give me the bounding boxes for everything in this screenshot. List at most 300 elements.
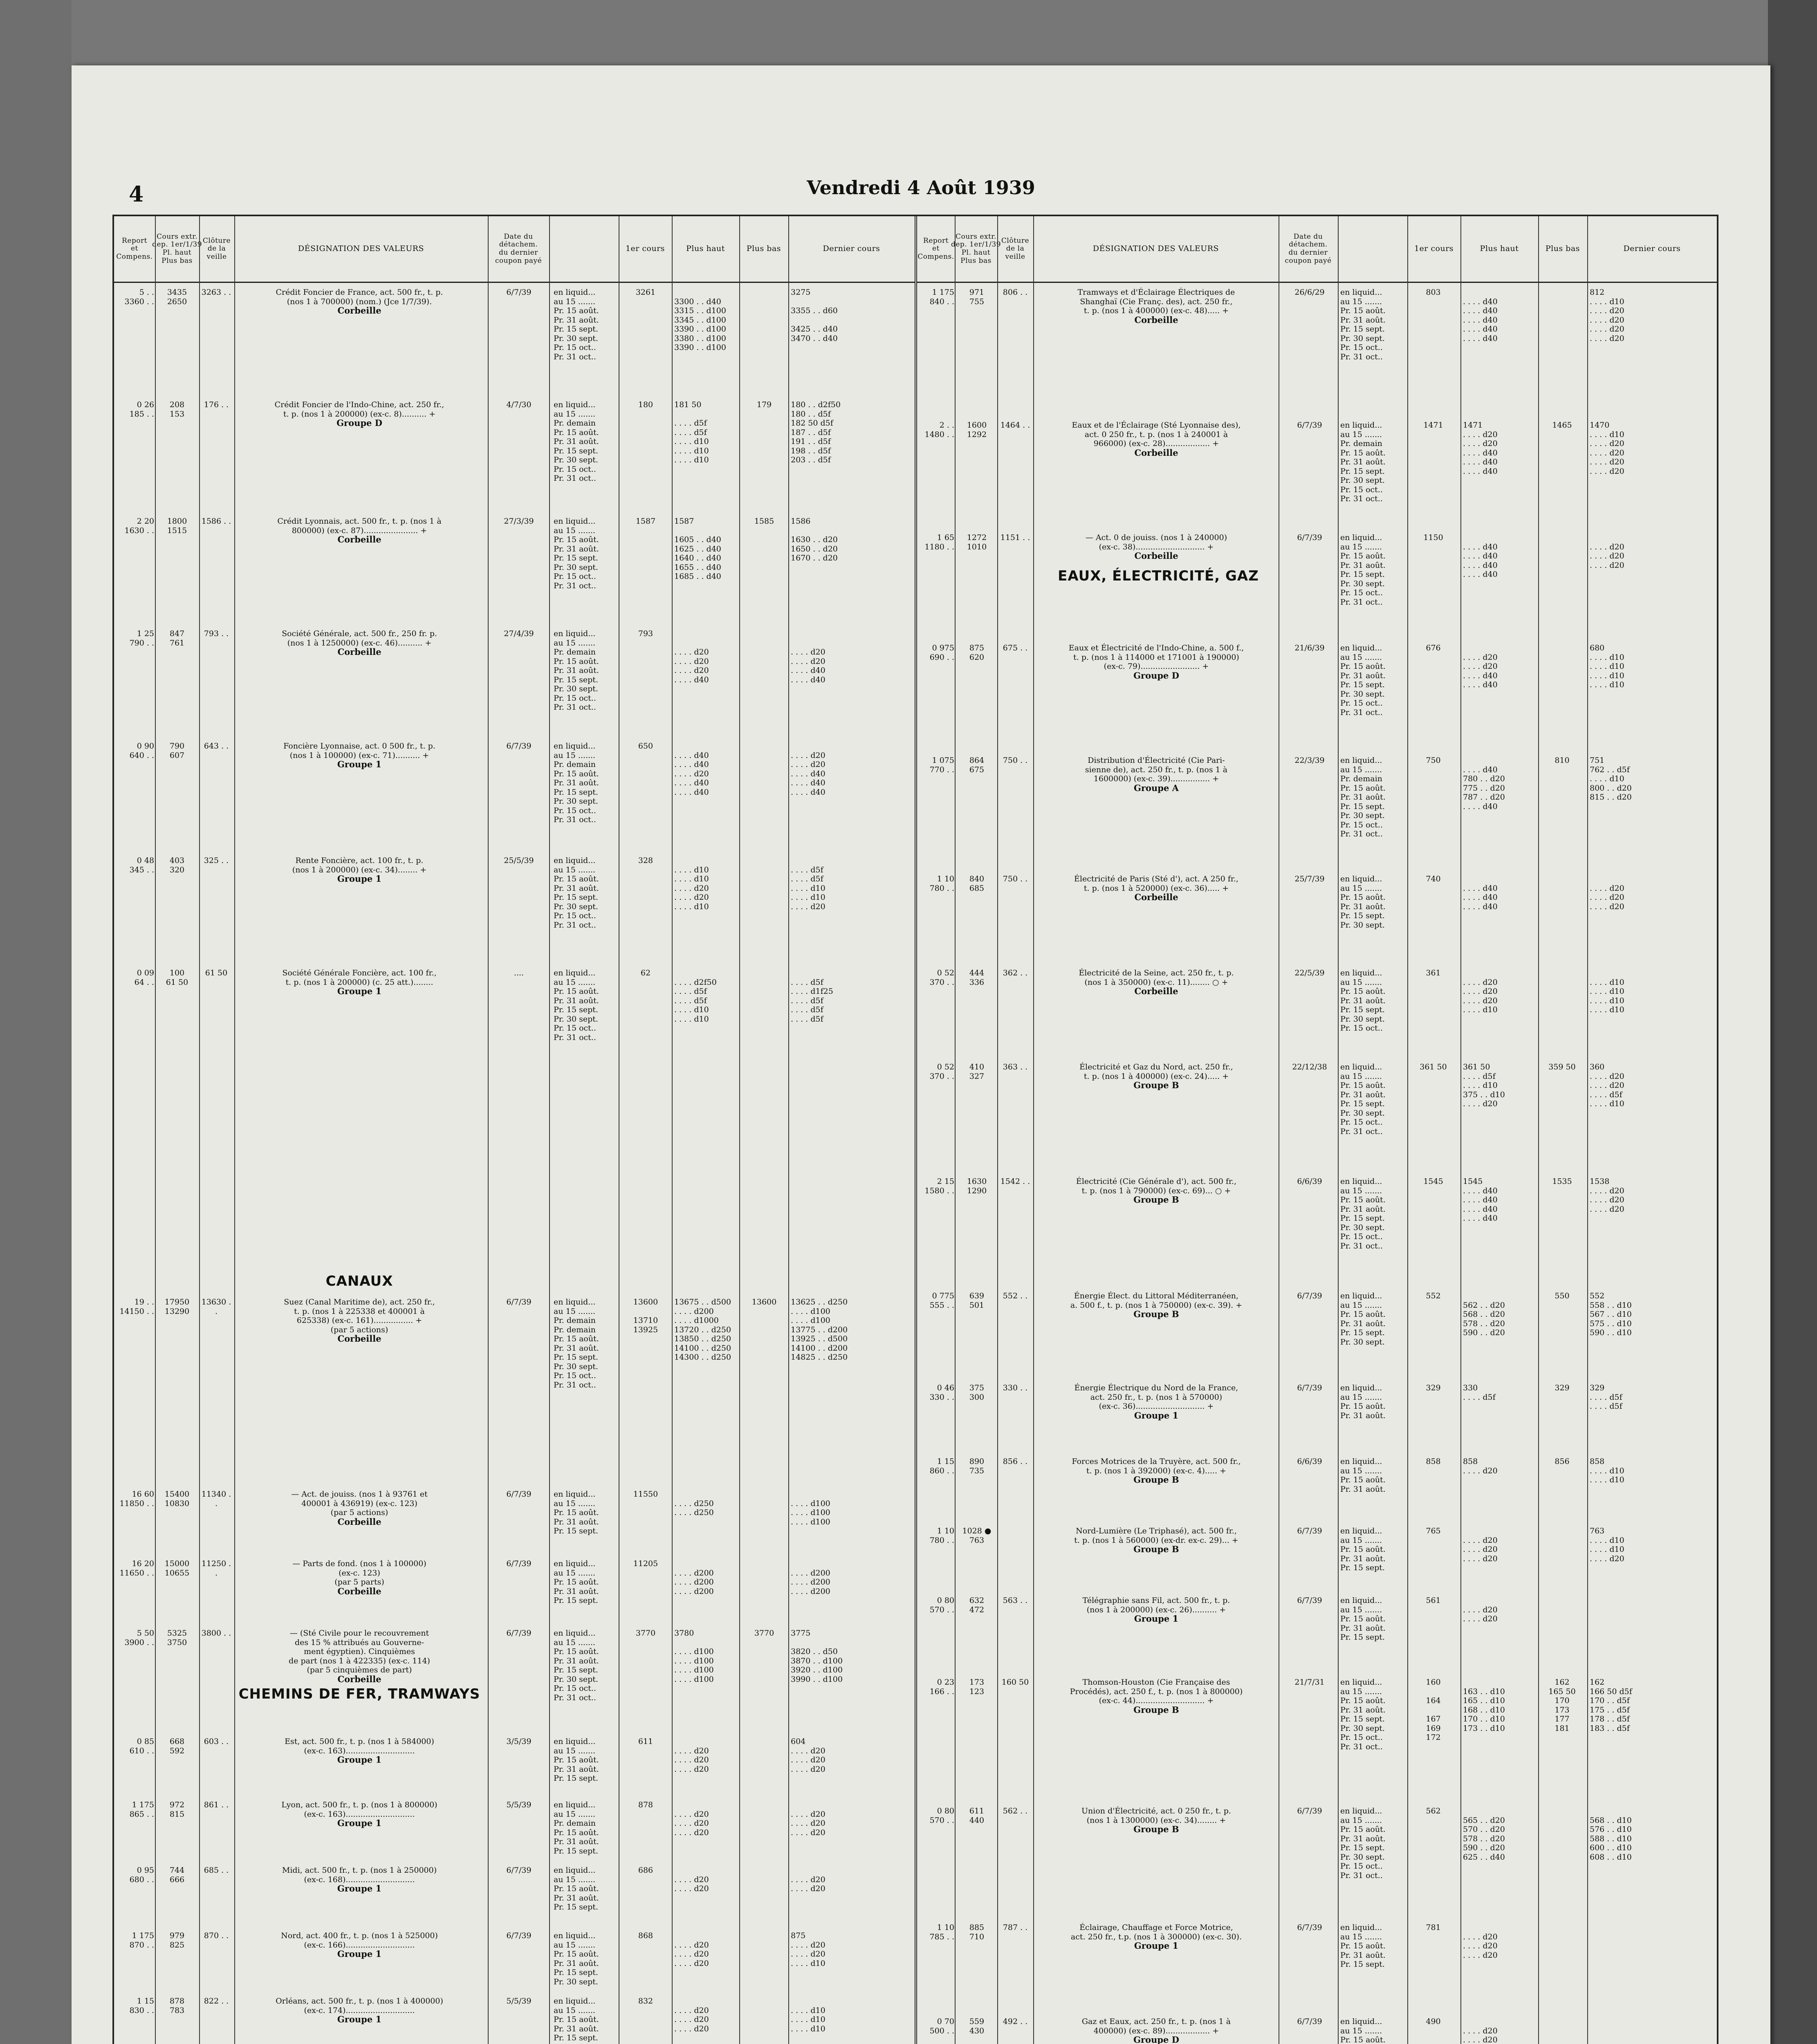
report-value: 14150 . .	[119, 1307, 154, 1316]
high-value: . . . . d10	[1463, 1005, 1498, 1014]
cloture-cell: 3800 . .	[201, 1629, 231, 1638]
designation-line: Eaux et Électricité de l'Indo-Chine, a. 500 f.,	[1068, 643, 1244, 652]
first-cours-cell	[1408, 1923, 1459, 1932]
extreme-cours-cell	[956, 1062, 997, 1081]
first-cours-cell	[1408, 1806, 1459, 1816]
designation-line: (nos 1 à 200000) (ex-c. 26).......... +	[1086, 1605, 1226, 1614]
cloture-cell: 176 . .	[204, 400, 229, 409]
column-header-line: détachem.	[1289, 240, 1328, 249]
coupon-date: 6/7/39	[1297, 1806, 1322, 1815]
first-cours-cell	[1408, 643, 1459, 653]
last-cours-cell	[1590, 1457, 1680, 1485]
security-designation	[239, 1866, 480, 1894]
high-value: . . . . d40	[1463, 448, 1498, 457]
cloture-cell: 822 . .	[204, 1997, 229, 2006]
coupon-date: ....	[514, 968, 524, 977]
first-cours-value: 3261	[635, 288, 656, 297]
report-value: 3360 . .	[124, 297, 154, 306]
extreme-value: 875	[969, 643, 985, 652]
low-value: 3770	[754, 1629, 774, 1638]
term-label: Pr. 15 sept.	[1340, 1843, 1385, 1852]
high-cell	[1463, 1526, 1537, 1563]
high-value	[674, 410, 738, 419]
extreme-value: 1290	[967, 1186, 987, 1195]
last-cours-value: . . . . d10	[791, 883, 826, 893]
high-value	[674, 288, 738, 297]
report-cell	[117, 1800, 154, 1819]
last-cours-value: 329	[1590, 1383, 1605, 1392]
low-cell	[1539, 421, 1586, 430]
designation-line: Électricité et Gaz du Nord, act. 250 fr.,	[1079, 1062, 1233, 1071]
extreme-cours-cell	[956, 288, 997, 306]
designation-line: Crédit Foncier de France, act. 500 fr., t. p.	[276, 288, 443, 297]
cloture-cell: 492 . .	[1003, 2017, 1028, 2026]
term-label: en liquid...	[1340, 1062, 1382, 1071]
report-value: 19 . .	[134, 1298, 154, 1307]
last-cours-value: . . . . d20	[1590, 457, 1624, 466]
section-heading: CHEMINS DE FER, TRAMWAYS	[238, 1686, 480, 1702]
designation-line: Nord, act. 400 fr., t. p. (nos 1 à 525000)	[281, 1931, 438, 1940]
term-label: Pr. 15 sept.	[1340, 680, 1385, 689]
term-label: Pr. 31 oct..	[554, 1033, 596, 1042]
group-label: Groupe 1	[337, 2014, 382, 2024]
column-rule	[1407, 216, 1461, 2044]
high-value: . . . . d40	[1463, 560, 1498, 570]
settlement-terms	[1340, 1457, 1406, 1494]
designation-line: (ex-c. 163)............................	[304, 1746, 415, 1755]
first-cours-cell	[621, 1997, 670, 2006]
report-value: 5 . .	[139, 288, 154, 297]
report-value: 11850 . .	[119, 1499, 154, 1508]
term-label: Pr. 31 août.	[1340, 1623, 1386, 1633]
term-label: Pr. 15 août.	[1340, 1475, 1386, 1484]
settlement-terms	[1340, 1526, 1406, 1573]
last-cours-value: . . . . d20	[1590, 1204, 1624, 1214]
security-designation	[1036, 421, 1277, 457]
last-cours-value: . . . . d10	[1590, 987, 1624, 996]
last-cours-value: 567 . . d10	[1590, 1310, 1632, 1319]
term-label: Pr. demain	[1340, 774, 1382, 783]
term-label: au 15 .......	[1340, 883, 1382, 893]
high-value	[674, 1638, 738, 1647]
high-cell	[1463, 1062, 1537, 1109]
report-value: 0 26	[137, 400, 154, 409]
extreme-value: 15400	[164, 1490, 190, 1499]
term-label: Pr. 30 sept.	[1340, 1108, 1385, 1118]
high-value: . . . . d40	[1463, 802, 1498, 811]
extreme-cours-cell	[956, 643, 997, 662]
term-label: en liquid...	[554, 1800, 596, 1809]
designation-line: 966000) (ex-c. 28).................. +	[1093, 439, 1219, 448]
extreme-value: 607	[169, 751, 185, 760]
term-label: Pr. 30 sept.	[554, 1362, 598, 1371]
group-label: Corbeille	[337, 305, 381, 316]
term-label: Pr. 15 août.	[554, 874, 599, 883]
high-value: . . . . d5f	[674, 996, 707, 1005]
first-cours-value: 490	[1426, 2017, 1441, 2026]
coupon-date: 6/7/39	[506, 288, 532, 297]
security-designation	[1036, 756, 1277, 793]
high-value: . . . . d250	[674, 1499, 714, 1508]
newspaper-page	[72, 65, 1770, 2044]
extreme-cours-cell	[956, 1923, 997, 1941]
first-cours-cell	[1408, 1526, 1459, 1536]
last-cours-cell	[1590, 874, 1680, 911]
column-rule	[1538, 216, 1588, 2044]
security-designation	[1036, 1177, 1277, 1205]
term-label: en liquid...	[554, 1490, 596, 1499]
high-value: 13850 . . d250	[674, 1334, 731, 1343]
last-cours-value: . . . . d10	[791, 2024, 826, 2033]
term-label: Pr. 30 sept.	[554, 1674, 598, 1684]
group-label: Groupe A	[1134, 782, 1179, 793]
first-cours-value: 361	[1426, 968, 1441, 977]
term-label: Pr. 30 sept.	[1340, 334, 1385, 343]
high-value: . . . . d100	[674, 1647, 714, 1656]
extreme-value: 710	[969, 1932, 985, 1941]
group-label: Groupe B	[1133, 1475, 1179, 1485]
term-label: en liquid...	[1340, 2017, 1382, 2026]
coupon-date: 6/6/39	[1297, 1457, 1322, 1466]
column-header-line: Compens.	[116, 252, 153, 261]
extreme-value: 790	[169, 742, 185, 751]
last-cours-value: 588 . . d10	[1590, 1834, 1632, 1843]
term-label: Pr. 30 sept.	[1340, 1337, 1385, 1347]
column-header-line: Pl. haut	[961, 249, 991, 257]
term-label: en liquid...	[554, 400, 596, 409]
designation-line: Foncière Lyonnaise, act. 0 500 fr., t. p.	[283, 742, 435, 751]
last-cours-cell	[1590, 1062, 1680, 1109]
high-value: 3390 . . d100	[674, 325, 726, 334]
report-cell	[920, 1678, 954, 1696]
cloture-cell: 675 . .	[1003, 643, 1028, 652]
designation-line: Éclairage, Chauffage et Force Motrice,	[1079, 1923, 1233, 1932]
term-label: Pr. 30 sept.	[554, 455, 598, 464]
term-label: Pr. 15 sept.	[554, 1774, 598, 1783]
designation-line: Tramways et d'Éclairage Électriques de	[1077, 288, 1235, 297]
first-cours-cell	[621, 1629, 670, 1638]
last-cours-value: . . . . d20	[1590, 448, 1624, 457]
column-rule	[199, 216, 235, 2044]
designation-line: (ex-c. 166)............................	[304, 1940, 415, 1950]
coupon-date: 27/3/39	[504, 517, 534, 526]
first-cours-value: 361 50	[1420, 1062, 1447, 1071]
group-label: Corbeille	[1134, 314, 1178, 325]
high-value	[1463, 533, 1537, 542]
term-label: Pr. 15 août.	[554, 306, 599, 315]
last-cours-value: . . . . d100	[791, 1316, 830, 1325]
report-cell	[117, 856, 154, 874]
last-cours-value: 3870 . . d100	[791, 1656, 843, 1665]
extreme-cours-cell	[157, 1490, 197, 1508]
low-cell	[742, 1298, 787, 1307]
term-label: Pr. 15 sept.	[1340, 466, 1385, 476]
term-label: Pr. 31 août.	[1340, 1705, 1386, 1715]
coupon-date: 6/7/39	[506, 742, 532, 751]
high-value: . . . . d100	[674, 1674, 714, 1684]
settlement-terms	[1340, 1678, 1406, 1751]
high-value: . . . . d20	[674, 769, 709, 778]
first-cours-cell	[1408, 1383, 1459, 1393]
term-label: Pr. 31 août.	[554, 996, 599, 1005]
term-label: Pr. 31 août.	[1340, 793, 1386, 802]
high-value	[674, 1800, 738, 1810]
last-cours-value: . . . . d20	[791, 657, 826, 666]
term-label: Pr. 31 août.	[554, 1764, 599, 1774]
term-label: Pr. 31 août.	[554, 778, 599, 787]
high-value: . . . . d10	[674, 1014, 709, 1024]
low-value: 162	[1555, 1678, 1570, 1687]
term-label: Pr. 15 sept.	[554, 787, 598, 797]
column-header-line: détachem.	[499, 240, 538, 249]
term-label: Pr. 15 oct..	[1340, 699, 1383, 708]
term-label: Pr. 31 oct..	[1340, 1127, 1383, 1136]
high-value: . . . . d10	[674, 455, 709, 464]
extreme-value: 755	[969, 297, 985, 306]
coupon-date: 22/3/39	[1294, 756, 1325, 765]
term-label: Pr. 31 août.	[554, 1517, 599, 1526]
term-label: au 15 .......	[1340, 977, 1382, 987]
high-value: . . . . d5f	[674, 428, 707, 437]
term-label: Pr. 30 sept.	[1340, 579, 1385, 588]
report-cell	[117, 1866, 154, 1884]
last-cours-value: . . . . d5f	[791, 865, 823, 874]
security-designation	[1036, 1596, 1277, 1624]
security-designation	[1036, 288, 1277, 325]
first-cours-value: 180	[638, 400, 653, 409]
last-cours-value	[791, 1800, 877, 1810]
extreme-value: 5325	[167, 1629, 187, 1638]
high-value	[674, 1997, 738, 2006]
last-cours-value: 763	[1590, 1526, 1605, 1535]
last-cours-value	[1590, 968, 1680, 978]
first-cours-value: 765	[1426, 1526, 1441, 1535]
term-label: au 15 .......	[554, 977, 596, 987]
scan-margin-left	[0, 0, 72, 2044]
settlement-terms	[1340, 756, 1406, 839]
extreme-cours-cell	[956, 1457, 997, 1475]
high-value: 163 . . d10	[1463, 1687, 1505, 1696]
extreme-value: 501	[969, 1300, 985, 1310]
high-value: . . . . d200	[674, 1307, 714, 1316]
term-label: en liquid...	[1340, 1678, 1382, 1687]
designation-line: sienne de), act. 250 fr., t. p. (nos 1 à	[1085, 765, 1228, 774]
low-value: 1535	[1552, 1177, 1572, 1186]
group-label: Groupe B	[1133, 1704, 1179, 1715]
term-label: en liquid...	[1340, 1806, 1382, 1815]
cloture-cell: 685 . .	[204, 1866, 229, 1875]
high-value	[674, 742, 738, 751]
extreme-value: 440	[969, 1815, 985, 1825]
high-value: 625 . . d40	[1463, 1852, 1505, 1862]
designation-line: Énergie Électrique du Nord de la France,	[1074, 1383, 1238, 1392]
report-value: 1580 . .	[924, 1186, 954, 1195]
term-label: Pr. 15 août.	[1340, 1941, 1386, 1950]
high-value: . . . . d40	[1463, 1204, 1498, 1214]
term-label: Pr. 30 sept.	[554, 902, 598, 911]
coupon-date: 21/7/31	[1294, 1678, 1325, 1687]
first-cours-value: 167	[1426, 1715, 1441, 1724]
high-cell	[674, 288, 738, 352]
designation-line: t. p. (nos 1 à 200000) (c. 25 att.)........	[285, 977, 433, 987]
column-header-line: Clôture	[202, 236, 231, 245]
high-value	[1463, 288, 1537, 297]
settlement-terms	[554, 1931, 619, 1986]
term-label: en liquid...	[554, 517, 596, 526]
low-cell	[1539, 1177, 1586, 1186]
first-cours-cell	[1408, 421, 1459, 430]
high-cell	[1463, 756, 1537, 811]
report-value: 2 20	[137, 517, 154, 526]
security-designation	[239, 1931, 480, 1959]
extreme-value: 403	[169, 856, 185, 865]
high-value	[674, 629, 738, 639]
security-designation	[239, 288, 480, 316]
high-value: . . . . d10	[674, 1005, 709, 1014]
extreme-value: 375	[969, 1383, 985, 1392]
extreme-cours-cell	[956, 421, 997, 439]
cloture-cell: 603 . .	[204, 1737, 229, 1746]
coupon-date: 6/7/39	[1297, 1291, 1322, 1300]
first-cours-value: 561	[1426, 1596, 1441, 1605]
term-label: au 15 .......	[554, 526, 596, 535]
term-label: Pr. 15 sept.	[1340, 911, 1385, 920]
term-label: au 15 .......	[1340, 1815, 1382, 1825]
coupon-date: 6/7/39	[506, 1490, 532, 1499]
high-value: 13720 . . d250	[674, 1325, 731, 1334]
designation-line: Électricité de la Seine, act. 250 fr., t. p.	[1079, 968, 1234, 977]
coupon-date: 6/7/39	[1297, 421, 1322, 430]
column-rule	[955, 216, 998, 2044]
last-cours-value	[791, 316, 877, 325]
extreme-value: 3435	[167, 288, 187, 297]
designation-line: t. p. (nos 1 à 520000) (ex-c. 36)..... +	[1083, 883, 1229, 893]
low-value: 550	[1555, 1291, 1570, 1300]
term-label: Pr. 15 sept.	[1340, 1328, 1385, 1337]
extreme-value: 13290	[164, 1307, 190, 1316]
term-label: Pr. 31 août.	[1340, 902, 1386, 911]
last-cours-value: 590 . . d10	[1590, 1328, 1632, 1337]
extreme-value: 885	[969, 1923, 985, 1932]
term-label: Pr. 15 août.	[1340, 893, 1386, 902]
group-label: Groupe 1	[337, 1755, 382, 1765]
designation-line: act. 250 fr., t.p. (nos 1 à 300000) (ex-c. 30).	[1070, 1932, 1242, 1941]
last-cours-cell	[791, 968, 877, 1024]
high-value: . . . . d20	[674, 1755, 709, 1764]
extreme-value: 847	[169, 629, 185, 638]
cloture-cell: 160 50	[1001, 1678, 1029, 1687]
column-rule	[1033, 216, 1279, 2044]
last-cours-value: 1670 . . d20	[791, 554, 838, 563]
high-value: 361 50	[1463, 1062, 1490, 1071]
term-label: Pr. 31 août.	[554, 2024, 599, 2033]
term-label: Pr. 30 sept.	[554, 797, 598, 806]
last-cours-value: . . . . d10	[1590, 430, 1624, 439]
term-label: Pr. demain	[554, 648, 596, 657]
extreme-value: 208	[169, 400, 185, 409]
last-cours-value: . . . . d10	[1590, 297, 1624, 306]
security-designation	[1036, 1678, 1277, 1715]
term-label: Pr. 15 août.	[554, 1508, 599, 1517]
extreme-value: 1515	[167, 526, 187, 535]
extreme-value: 761	[169, 638, 185, 648]
last-cours-value: 552	[1590, 1291, 1605, 1300]
last-cours-value: 1586	[791, 517, 811, 526]
settlement-terms	[554, 1866, 619, 1912]
designation-line: t. p. (nos 1 à 560000) (ex-dr. ex-c. 29)... +	[1074, 1535, 1238, 1545]
high-value: . . . . d20	[674, 657, 709, 666]
high-cell	[1463, 643, 1537, 690]
last-cours-cell	[791, 1737, 877, 1774]
report-cell	[920, 2017, 954, 2035]
report-value: 0 23	[937, 1678, 954, 1687]
report-value: 0 52	[937, 1062, 954, 1071]
term-label: Pr. 15 oct..	[554, 464, 596, 474]
cloture-cell: 330 . .	[1003, 1383, 1028, 1392]
designation-line: act. 0 250 fr., t. p. (nos 1 à 240001 à	[1084, 430, 1228, 439]
term-label: Pr. 15 août.	[554, 535, 599, 544]
high-value: . . . . d40	[674, 751, 709, 760]
high-value: . . . . d40	[1463, 671, 1498, 680]
term-label: Pr. 15 sept.	[1340, 1960, 1385, 1969]
last-cours-value: . . . . d20	[1590, 1071, 1624, 1081]
extreme-value: 864	[969, 756, 985, 765]
security-designation	[1036, 1526, 1277, 1554]
high-value: 1545	[1463, 1177, 1483, 1186]
high-value: . . . . d20	[1463, 430, 1498, 439]
high-value	[674, 1866, 738, 1875]
first-cours-value: 750	[1426, 756, 1441, 765]
term-label: en liquid...	[554, 856, 596, 865]
column-header-line: Pl. haut	[162, 249, 192, 257]
last-cours-value: . . . . d20	[791, 1746, 826, 1755]
low-value: 165 50	[1548, 1687, 1576, 1696]
column-header-line: Plus bas	[162, 256, 193, 265]
term-label: Pr. 30 sept.	[554, 1014, 598, 1024]
designation-line: Shanghaï (Cie Franç. des), act. 250 fr.,	[1080, 297, 1233, 306]
coupon-date: 27/4/39	[504, 629, 534, 638]
column-header-line: coupon payé	[495, 256, 542, 265]
last-cours-cell	[1590, 643, 1680, 690]
last-cours-value: . . . . d20	[791, 1828, 826, 1837]
high-value: 173 . . d10	[1463, 1724, 1505, 1733]
low-cell	[742, 517, 787, 526]
term-label: au 15 .......	[1340, 542, 1382, 551]
report-value: 0 85	[137, 1737, 154, 1746]
high-value: . . . . d20	[674, 1828, 709, 1837]
term-label: Pr. 31 août.	[554, 437, 599, 446]
report-cell	[920, 1457, 954, 1475]
extreme-value: 10655	[164, 1568, 190, 1578]
report-value: 1 175	[132, 1931, 154, 1940]
last-cours-value: . . . . d20	[1590, 1081, 1624, 1090]
report-cell	[920, 968, 954, 987]
report-cell	[117, 968, 154, 987]
last-cours-value: 166 50 d5f	[1590, 1687, 1632, 1696]
low-value: 179	[756, 400, 772, 409]
term-label: en liquid...	[554, 1629, 596, 1638]
last-cours-value	[791, 856, 877, 865]
extreme-cours-cell	[157, 288, 197, 306]
extreme-value: 666	[169, 1875, 185, 1884]
last-cours-value: 3990 . . d100	[791, 1674, 843, 1684]
high-value	[1463, 2017, 1537, 2026]
high-value: . . . . d20	[1463, 996, 1498, 1005]
last-cours-value: . . . . d10	[1590, 652, 1624, 662]
first-cours-value: 676	[1426, 643, 1441, 652]
last-cours-value: 3775	[791, 1629, 811, 1638]
settlement-terms	[1340, 968, 1406, 1033]
